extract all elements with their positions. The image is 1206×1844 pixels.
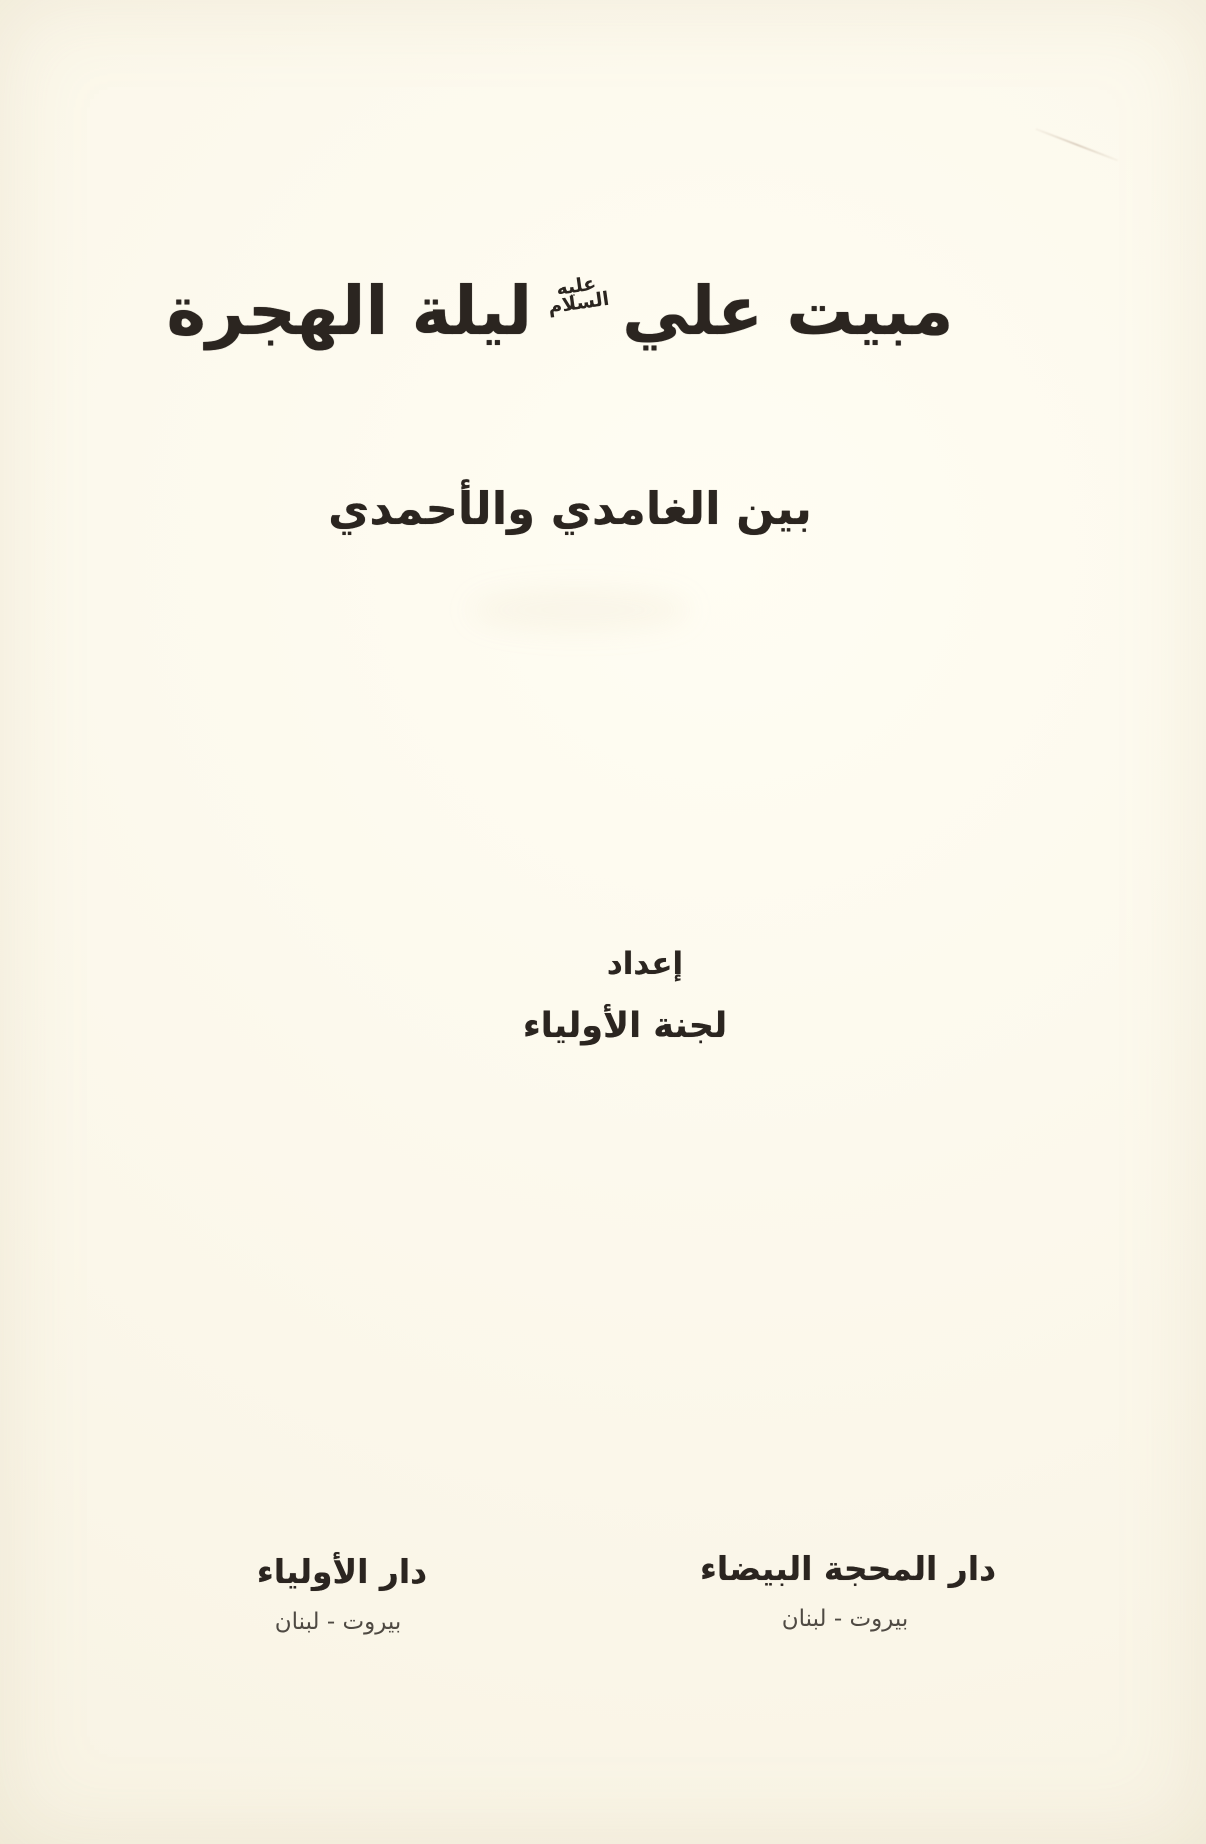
prepared-by-name: لجنة الأولياء [522,1006,728,1046]
publisher-left-name: دار الأولياء [256,1552,428,1591]
scan-crease-artifact [1035,128,1118,161]
publisher-right-city: بيروت - لبنان [781,1606,909,1632]
ink-bleed-artifact [470,590,690,630]
book-title-right-part: مبيت علي [622,272,954,350]
honorific-alayhi-salam: عليه السلام [546,272,611,319]
prepared-by-label: إعداد [606,946,684,982]
book-title [166,272,953,350]
book-title-left-part: ليلة الهجرة [166,272,533,350]
book-subtitle: بين الغامدي والأحمدي [328,482,812,535]
publisher-right-name: دار المحجة البيضاء [699,1549,997,1588]
publisher-left-city: بيروت - لبنان [274,1609,402,1635]
